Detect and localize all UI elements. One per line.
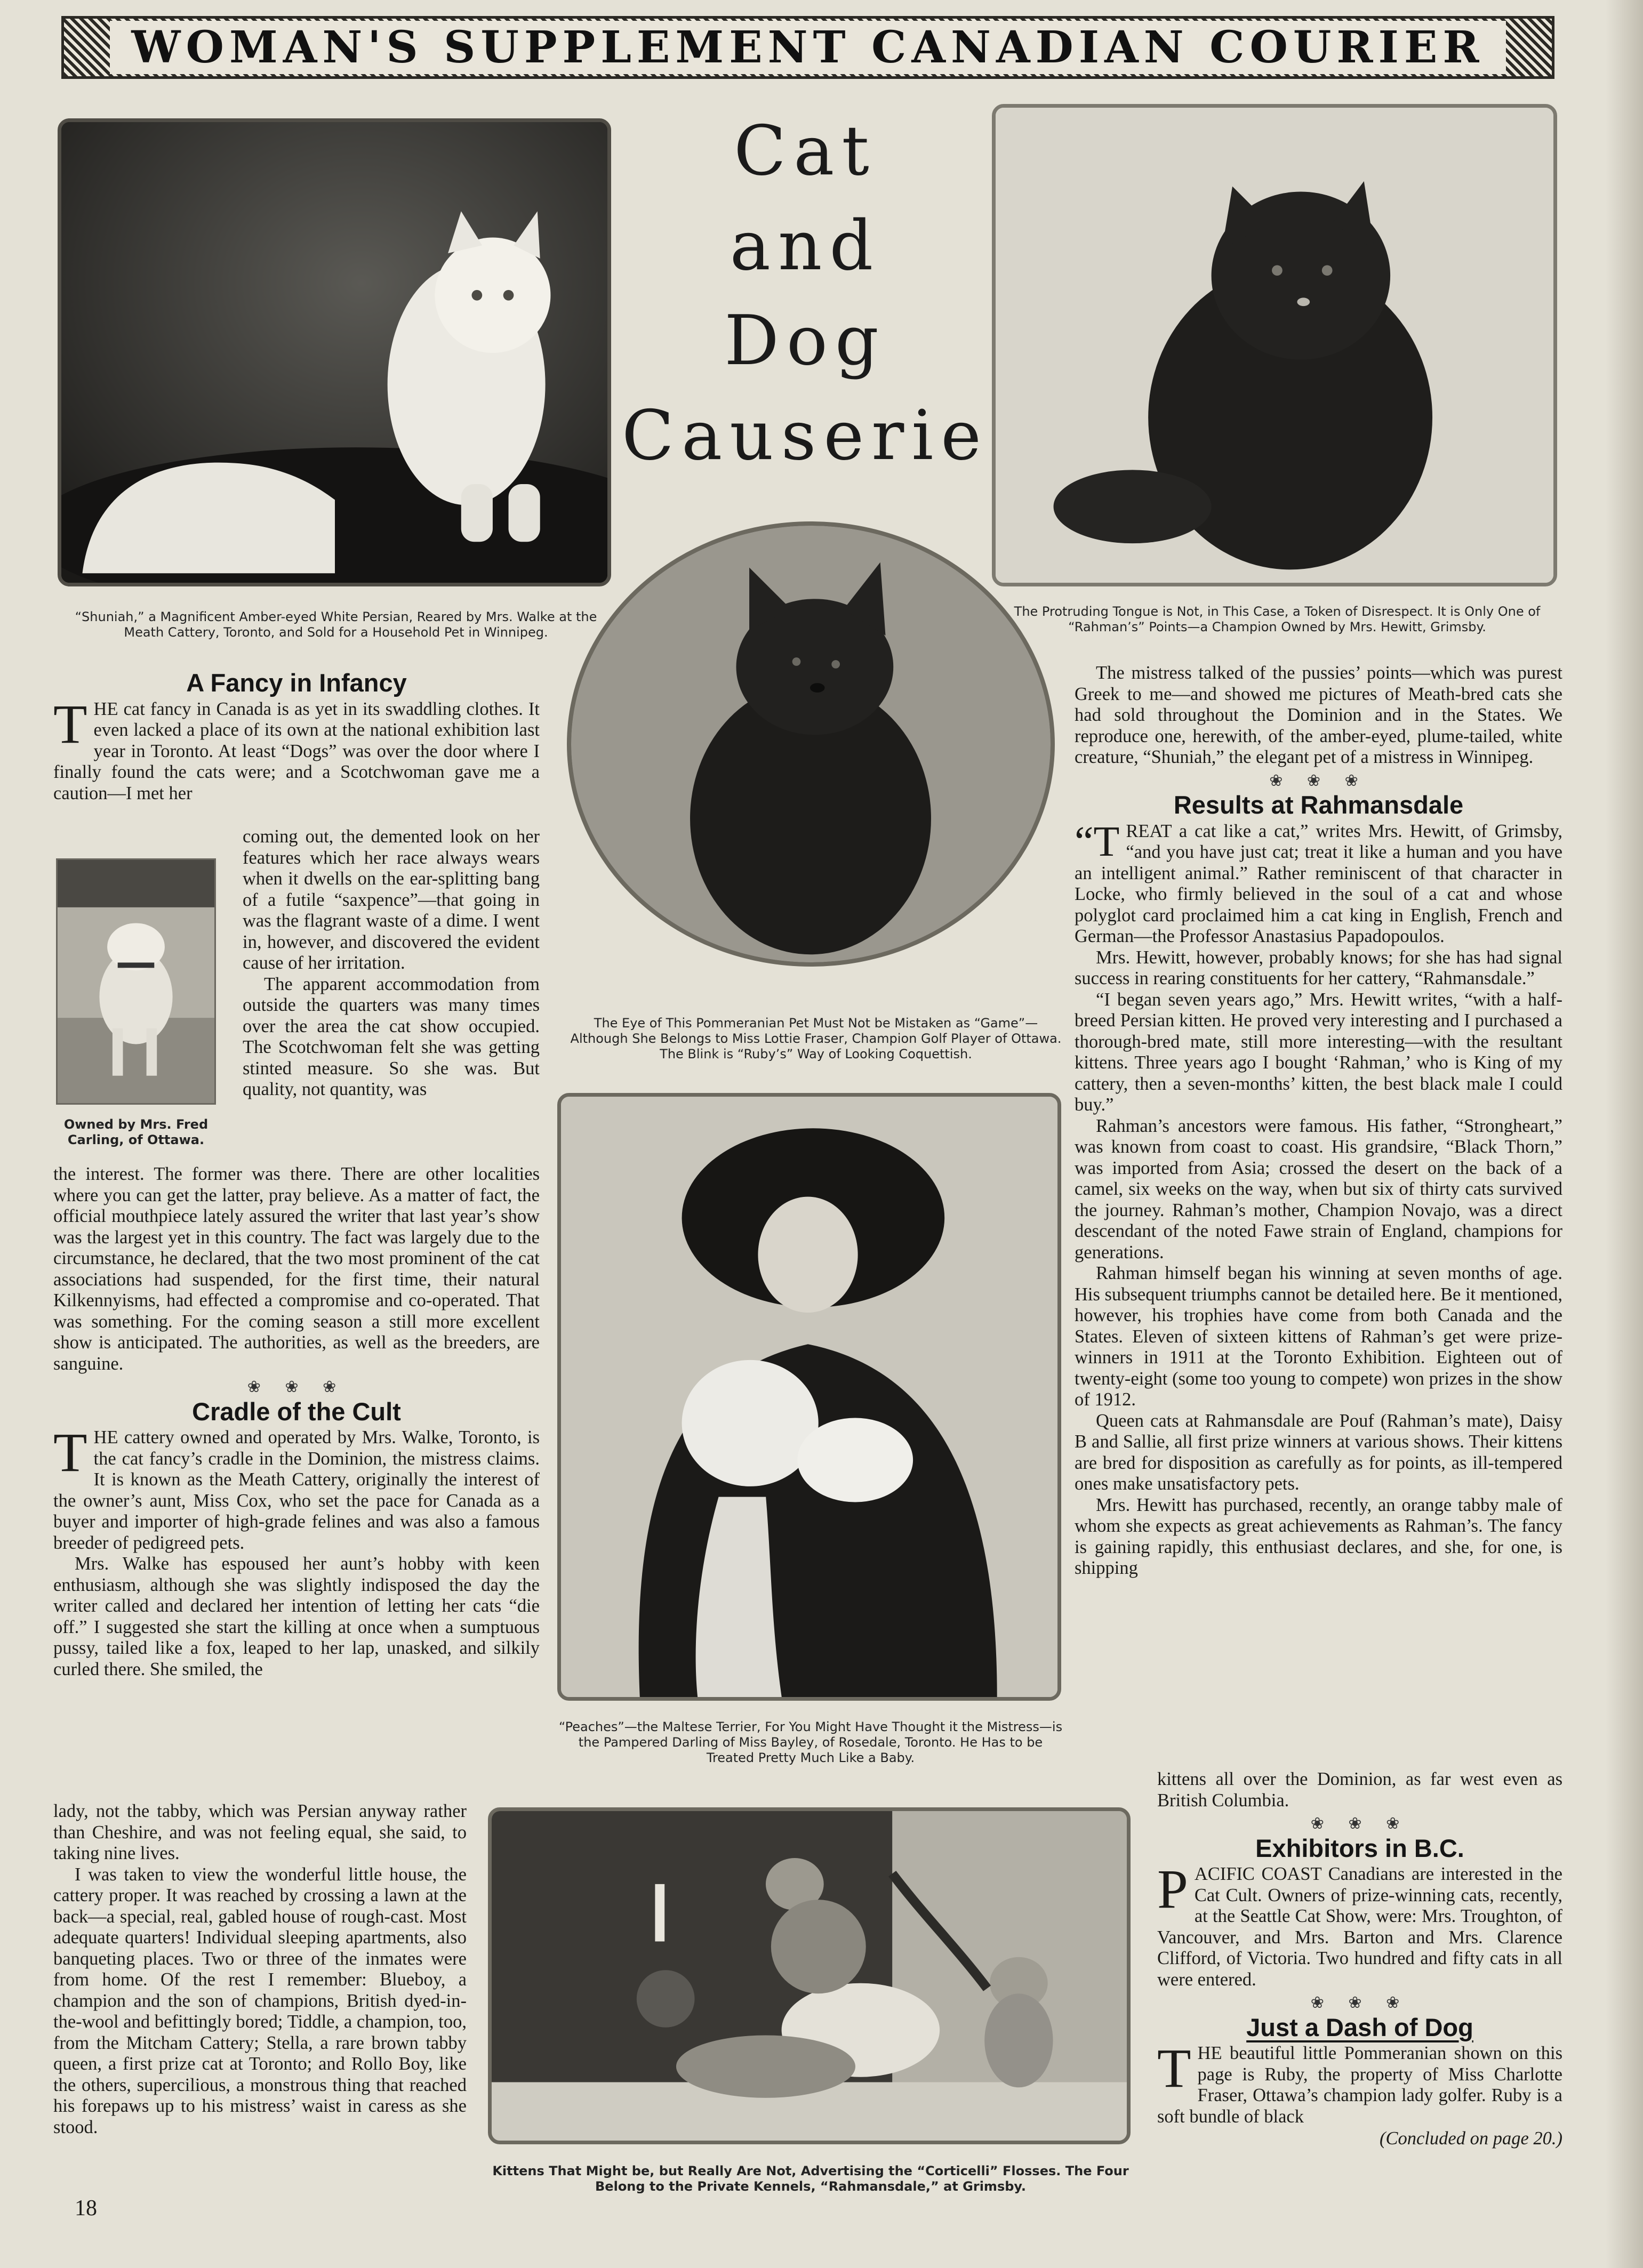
headline-line: Dog xyxy=(724,301,886,381)
page-number: 18 xyxy=(75,2196,97,2221)
dash-of-dog-heading: Just a Dash of Dog xyxy=(1246,2013,1473,2041)
results-rahmansdale-heading: Results at Rahmansdale xyxy=(1173,791,1464,819)
fancy-paragraph-2a: The apparent accommodation from outside the quarters was many times over the area the cat show occupied. The Scotchwoman felt she was getting stinted measure. So she was. But quality, not quantity, was xyxy=(243,974,540,1099)
cult-paragraph-3: I was taken to view the wonderful little house, the cattery proper. It was reached by crossing a lawn at the back—a special, real, gabled house of rough-cast. Most adequate quarters! Individual sleeping apartments, also banqueting places. Two or three of the inmates were from home. Of the rest I remember: Blueboy, a champion and the son of champions, British dyed-in-the-wool and befittingly bored; Tiddle, a champion, too, from the Mitcham Cattery; Stella, a rare brown tabby queen, a first prize cat at Toronto; and Rollo Boy, like the others, supercilious, a monstrous thing that reached his forepaws up to his mistress’ waist in caress as she stood. xyxy=(53,1864,467,2137)
cult-narrow-column xyxy=(53,1801,467,2138)
cult-paragraph-2a: Mrs. Walke has espoused her aunt’s hobby with keen enthusiasm, although she was slightly indisposed the day the writer called and declared her intention of letting her cats “die off.” I suggested she start the killing at once when a sumptuous pussy, tailed like a fox, leaped to her lap, unasked, and silkily curled there. She smiled, the xyxy=(53,1554,540,1679)
black-persian-cat-photo xyxy=(992,104,1557,586)
white-persian-cat-photo xyxy=(58,118,611,586)
results-paragraph-3: “I began seven years ago,” Mrs. Hewitt writes, “with a half-breed Persian kitten. He proved very interesting and I purchased a thorough-bred mate, still more interesting—with the resultant kittens. Three years ago I bought ‘Rahman,’ who is King of my cattery, then a seven-months’ kitten, the best black male I could buy.” xyxy=(1075,989,1562,1115)
results-paragraph-1: REAT a cat like a cat,” writes Mrs. Hewitt, of Grimsby, “and you have just cat; treat it like a human and you have an intelligent animal.” Rather reminiscent of that character in Locke, who firmly believed in the soul of a cat and whose polyglot card proclaimed him a cat king in English, French and German—the Professor Anastasius Papadopoulos. xyxy=(1075,821,1562,946)
black-cat-caption: The Protruding Tongue is Not, in This Case, a Token of Disrespect. It is Only One of “Rahman’s” Points—a Champion Owned by Mrs. Hewitt, Grimsby. xyxy=(1014,604,1541,634)
dog-paragraph: HE beautiful little Pommeranian shown on this page is Ruby, the property of Miss Charlotte Fraser, Ottawa’s champion lady golfer. Ruby is a soft bundle of black xyxy=(1157,2043,1562,2127)
kittens-photo xyxy=(488,1807,1131,2144)
results-paragraph-7b: kittens all over the Dominion, as far west even as British Columbia. xyxy=(1157,1769,1562,1811)
peaches-maltese-terrier-photo xyxy=(557,1093,1061,1701)
section-ornament: ❀ ❀ ❀ xyxy=(1269,771,1368,790)
continued-note: (Concluded on page 20.) xyxy=(1379,2128,1562,2149)
masthead xyxy=(61,16,1554,79)
section-ornament: ❀ ❀ ❀ xyxy=(1310,1993,1409,2012)
drop-cap: T xyxy=(1157,2038,1191,2099)
peaches-caption: “Peaches”—the Maltese Terrier, For You Might Have Thought it the Mistress—is the Pampered Darling of Miss Bayley, of Rosedale, Toronto. He Has to be Treated Pretty Much Like a Baby. xyxy=(558,1719,1063,1765)
intro-paragraph: The mistress talked of the pussies’ points—which was purest Greek to me—and showed me pictures of Meath-bred cats she had sold throughout the Dominion and in the States. We reproduce one, herewith, of the amber-eyed, plume-tailed, white creature, “Shuniah,” the elegant pet of a mistress in Winnipeg. xyxy=(1075,663,1562,767)
fancy-wrap-column xyxy=(243,826,540,1100)
masthead-title: WOMAN'S SUPPLEMENT CANADIAN COURIER xyxy=(110,21,1505,74)
drop-cap: P xyxy=(1157,1859,1188,1920)
fancy-paragraph-2b: the interest. The former was there. There are other localities where you can get the latter, pray believe. As a matter of fact, the official mouthpiece lately assured the writer that last year’s show was the largest yet in this country. The fact was largely due to the circumstance, he declared, that the two most prominent of the cat associations had suspended, for the first time, their natural Kilkennyisms, had effected a compromise and co-operated. That was something. For the coming season a still more excellent show is anticipated. The authorities, as well as the breeders, are sanguine. xyxy=(53,1164,540,1374)
bulldog-photo xyxy=(56,858,216,1105)
fancy-paragraph-1b: coming out, the demented look on her features which her race always wears when it dwells on the ear-splitting bang of a futile “saxpence”—that going in was the flagrant waste of a dime. I went in, however, and discovered the evident cause of her irritation. xyxy=(243,826,540,973)
fancy-continued xyxy=(53,1164,540,1680)
headline-line: and xyxy=(730,206,881,286)
results-paragraph-6: Queen cats at Rahmansdale are Pouf (Rahman’s mate), Daisy B and Sallie, all first prize winners at various shows. Their kittens are bred for disposition as carefully as for points, as ill-tempered ones make unsatisfactory pets. xyxy=(1075,1410,1562,1494)
fancy-in-infancy-section xyxy=(53,669,540,804)
fancy-in-infancy-heading: A Fancy in Infancy xyxy=(186,669,407,697)
pomeranian-photo xyxy=(567,521,1055,967)
drop-cap: T xyxy=(53,1422,87,1483)
headline-line: Causerie xyxy=(622,396,989,476)
headline xyxy=(619,104,992,484)
results-paragraph-7a: Mrs. Hewitt has purchased, recently, an orange tabby male of whom she expects as great achievements as Rahman’s. The fancy is gaining rapidly, this enthusiast declares, and she, for one, is shipping xyxy=(1075,1494,1562,1578)
right-column xyxy=(1075,663,1562,1579)
cult-paragraph-1: HE cattery owned and operated by Mrs. Walke, Toronto, is the cat fancy’s cradle in the Dominion, the mistress claims. It is known as the Meath Cattery, originally the interest of the owner’s aunt, Miss Cox, who set the pace for Canada as a buyer and importer of high-grade felines and was also a famous breeder of pedigreed pets. xyxy=(53,1427,540,1553)
white-cat-caption: “Shuniah,” a Magnificent Amber-eyed White Persian, Reared by Mrs. Walke at the Meath Cattery, Toronto, and Sold for a Household Pet in Winnipeg. xyxy=(75,609,597,640)
section-ornament: ❀ ❀ ❀ xyxy=(247,1378,346,1396)
cult-paragraph-2b: lady, not the tabby, which was Persian anyway rather than Cheshire, and was not feeling equal, she said, to taking nine lives. xyxy=(53,1801,467,1863)
fancy-paragraph-1a: HE cat fancy in Canada is as yet in its swaddling clothes. It even lacked a place of its own at the national exhibition last year in Toronto. At least “Dogs” was over the door where I finally found the cats were; and a Scotchwoman gave me a caution—I met her xyxy=(53,698,540,803)
results-paragraph-2: Mrs. Hewitt, however, probably knows; for she has had signal success in rearing constituents for her cattery, “Rahmansdale.” xyxy=(1075,947,1562,988)
exhibitors-bc-heading: Exhibitors in B.C. xyxy=(1255,1833,1464,1862)
headline-line: Cat xyxy=(734,111,877,191)
drop-cap: T xyxy=(53,693,87,755)
kittens-caption: Kittens That Might be, but Really Are Not, Advertising the “Corticelli” Flosses. The Four Belong to the Private Kennels, “Rahmansdale,” at Grimsby. xyxy=(492,2164,1129,2194)
results-paragraph-4: Rahman’s ancestors were famous. His father, “Strongheart,” was known from coast to coast. His grandsire, “Black Thorn,” was imported from Asia; crossed the desert on the back of a camel, six weeks on the way, when but six of thirty cats survived the journey. Rahman’s mother, Champion Novajo, was a direct descendant of the noted Fawe strain of England, champions for generations. xyxy=(1075,1115,1562,1262)
bulldog-caption: Owned by Mrs. Fred Carling, of Ottawa. xyxy=(63,1117,209,1147)
page-edge-shadow xyxy=(1606,0,1643,2268)
right-narrow-column xyxy=(1157,1769,1562,2150)
cradle-of-cult-heading: Cradle of the Cult xyxy=(192,1397,401,1426)
pomeranian-caption: The Eye of This Pommeranian Pet Must Not be Mistaken as “Game”—Although She Belongs to Miss Lottie Fraser, Champion Golf Player of Ottawa. The Blink is “Ruby’s” Way of Looking Coquettish. xyxy=(570,1016,1062,1061)
drop-cap: “T xyxy=(1075,818,1120,865)
bc-paragraph: ACIFIC COAST Canadians are interested in the Cat Cult. Owners of prize-winning cats, recently, at the Seattle Cat Show, were: Mrs. Troughton, of Vancouver, and Mrs. Barton and Mrs. Clarence Clifford, of Victoria. Two hundred and fifty cats in all were entered. xyxy=(1157,1864,1562,1990)
results-paragraph-5: Rahman himself began his winning at seven months of age. His subsequent triumphs cannot be detailed here. Be it mentioned, however, his trophies have come from both Canada and the States. Eleven of sixteen kittens of Rahman’s get were prize-winners in 1911 at the Toronto Exhibition. Eighteen out of twenty-eight (some too young to compete) won prizes in the show of 1912. xyxy=(1075,1263,1562,1410)
section-ornament: ❀ ❀ ❀ xyxy=(1310,1814,1409,1833)
